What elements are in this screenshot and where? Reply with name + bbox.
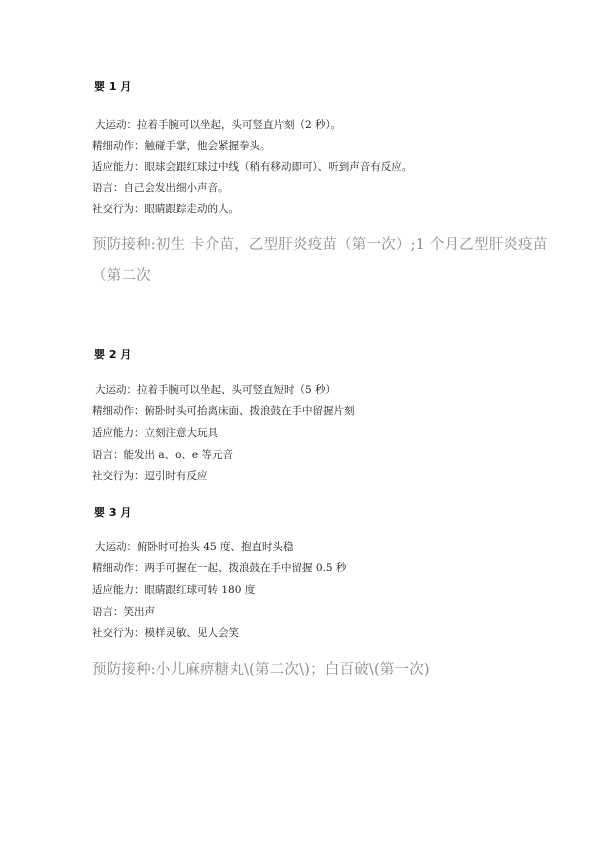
milestone-social: 社交行为：模样灵敏、见人会笑 xyxy=(92,627,239,639)
milestone-language: 语言：笑出声 xyxy=(92,606,155,618)
vaccination-note: 预防接种:小儿麻痹糖丸\(第二次\)；白百破\(第一次) xyxy=(92,662,430,678)
vaccination-note-continued: （第二次 xyxy=(92,268,151,284)
section-title: 婴 2 月 xyxy=(94,348,132,361)
milestone-adaptive: 适应能力：眼睛跟红球可转 180 度 xyxy=(92,584,256,596)
milestone-gross-motor: 大运动：拉着手腕可以坐起、头可竖直短时（5 秒） xyxy=(95,384,337,396)
milestone-adaptive: 适应能力：立刻注意大玩具 xyxy=(92,427,218,439)
milestone-language: 语言：自己会发出细小声音。 xyxy=(92,182,229,194)
milestone-fine-motor: 精细动作：触碰手掌，他会紧握拳头。 xyxy=(92,140,271,152)
milestone-gross-motor: 大运动：俯卧时可抬头 45 度、抱直时头稳 xyxy=(95,541,294,553)
milestone-social: 社交行为：眼睛跟踪走动的人。 xyxy=(92,203,239,215)
milestone-language: 语言：能发出 a、o、e 等元音 xyxy=(92,449,233,461)
milestone-fine-motor: 精细动作：俯卧时头可抬离床面、拨浪鼓在手中留握片刻 xyxy=(92,405,355,417)
section-title: 婴 3 月 xyxy=(94,506,132,519)
milestone-social: 社交行为：逗引时有反应 xyxy=(92,470,208,482)
vaccination-note: 预防接种:初生 卡介苗，乙型肝炎疫苗（第一次）;1 个月乙型肝炎疫苗 xyxy=(92,237,548,253)
section-title: 婴 1 月 xyxy=(94,80,132,93)
milestone-fine-motor: 精细动作：两手可握在一起、拨浪鼓在手中留握 0.5 秒 xyxy=(92,562,347,574)
milestone-gross-motor: 大运动：拉着手腕可以坐起，头可竖直片刻（2 秒）。 xyxy=(95,119,342,131)
milestone-adaptive: 适应能力：眼球会跟红球过中线（稍有移动即可）、听到声音有反应。 xyxy=(92,161,413,173)
